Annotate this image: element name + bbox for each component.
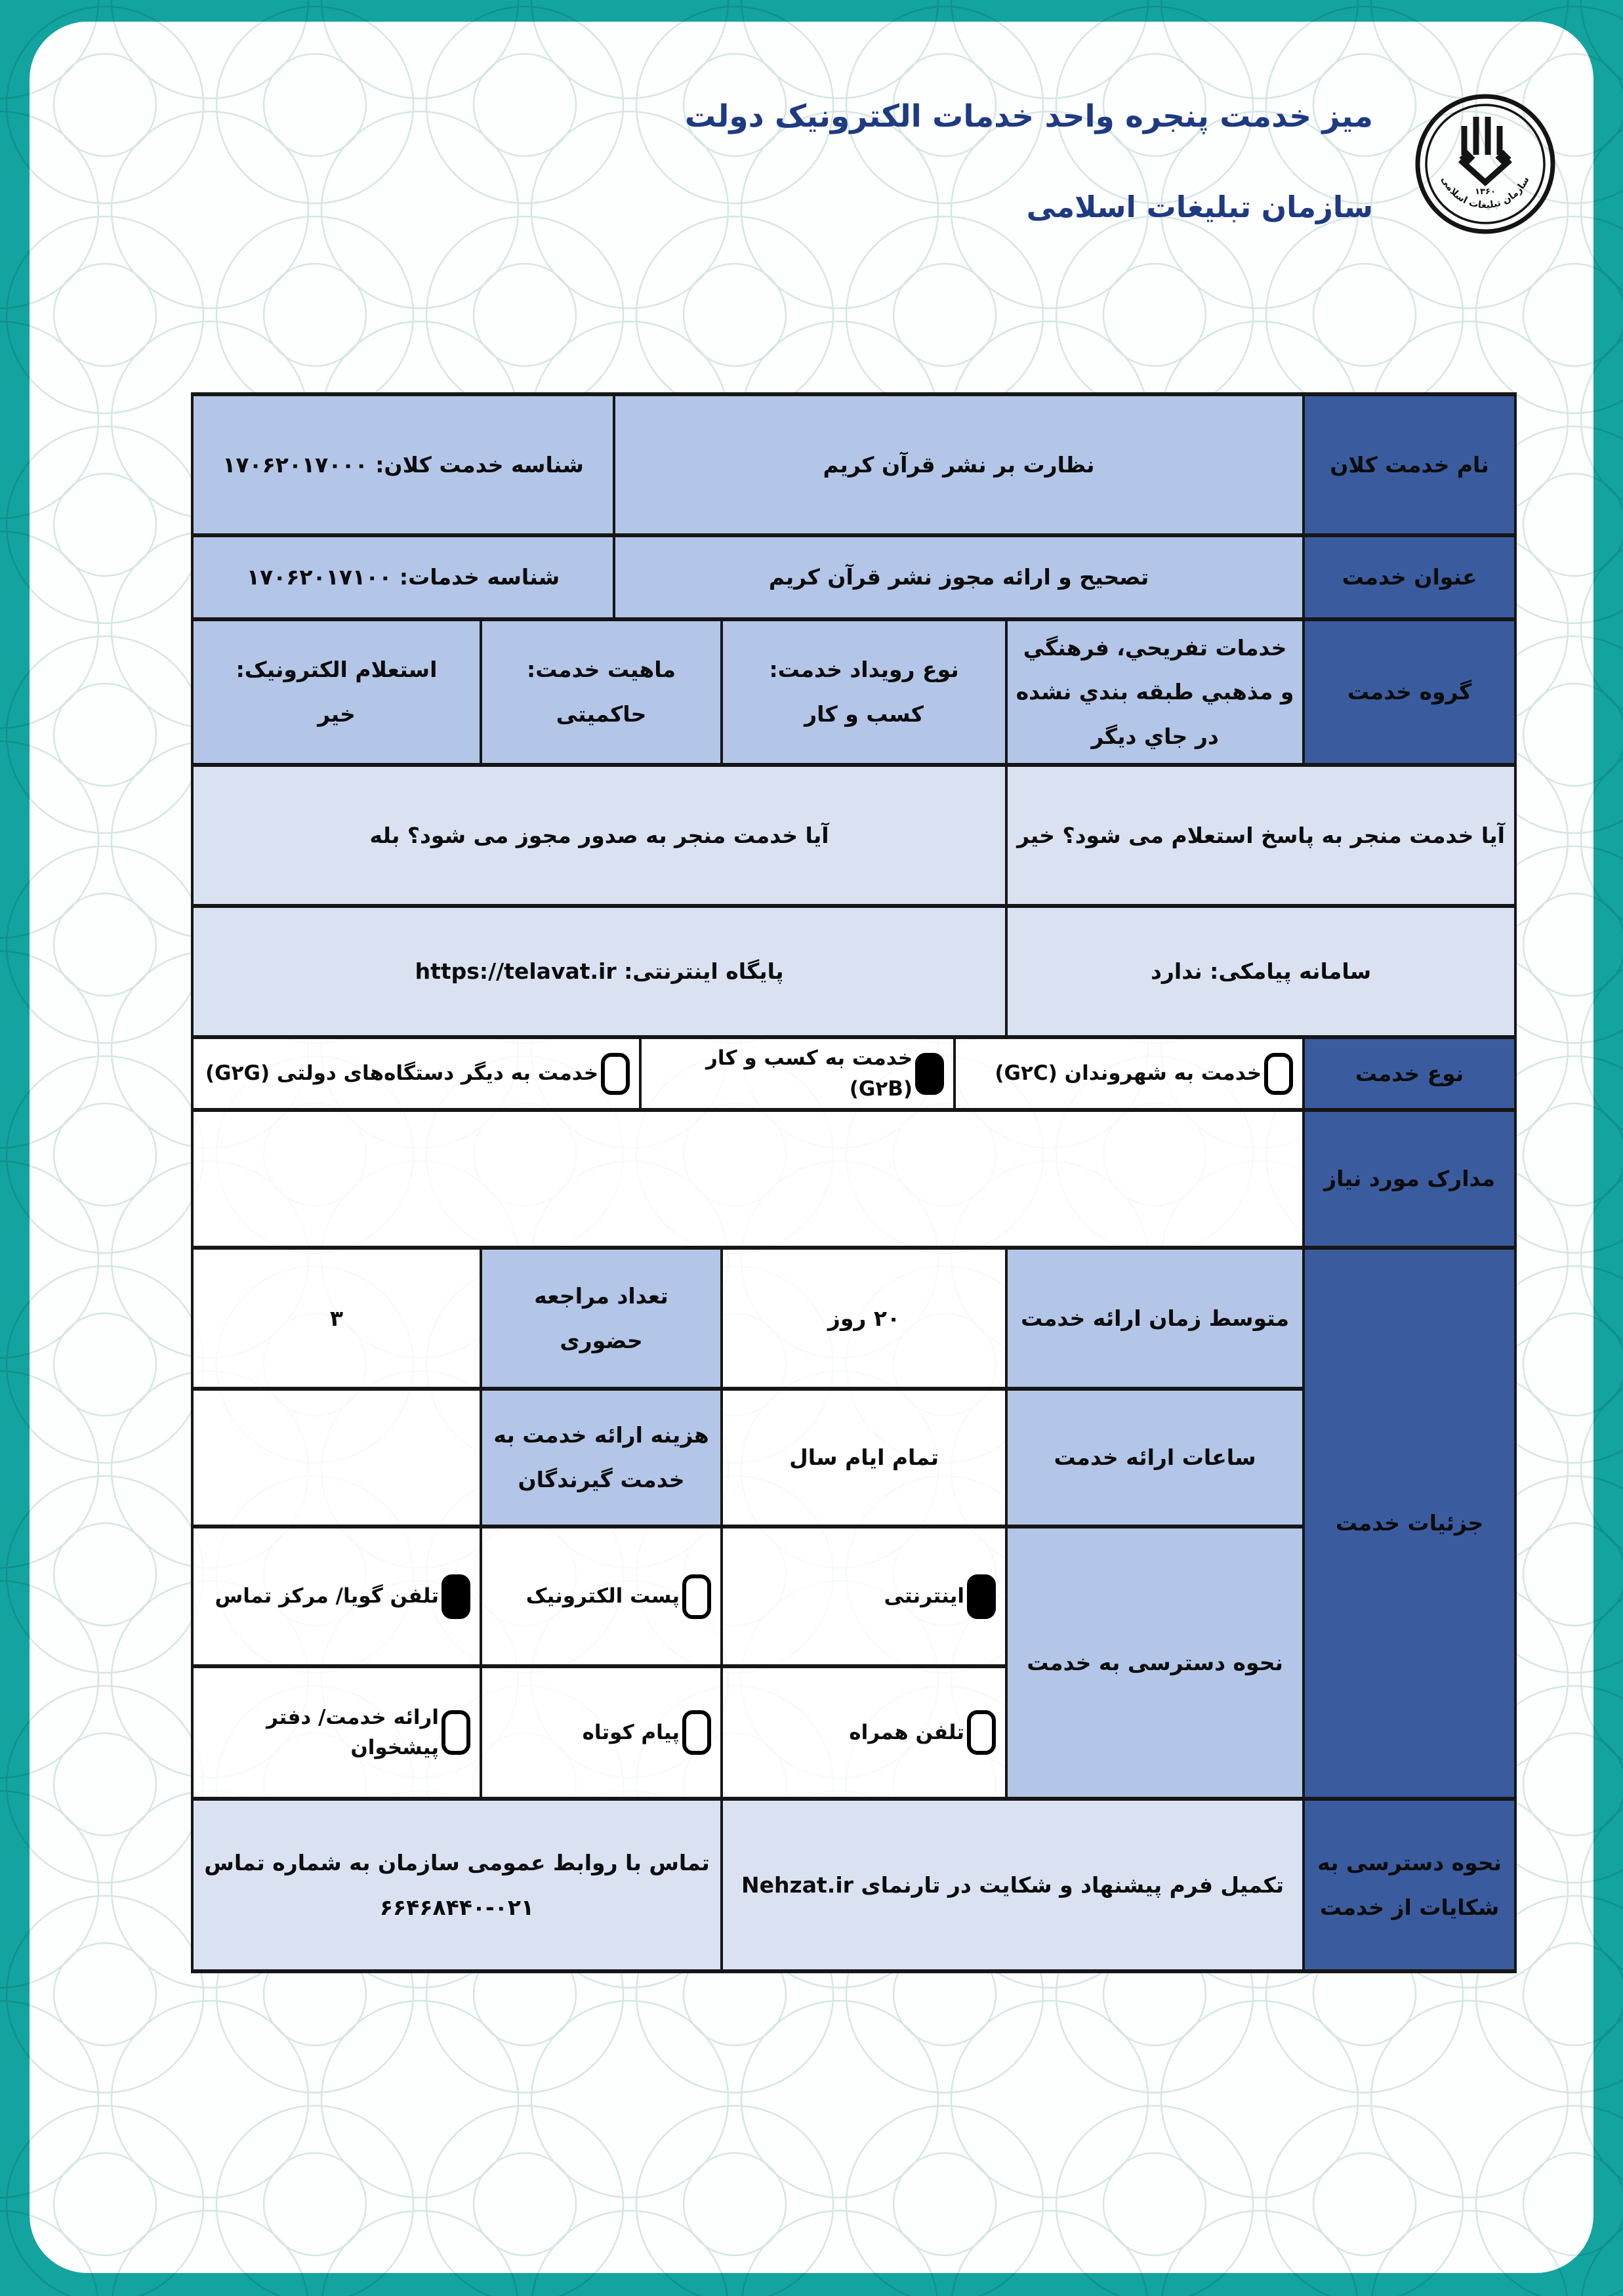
visits-value-cell: ۳ [192,1248,481,1389]
website-cell: پایگاه اینترنتی: https://telavat.ir [192,906,1006,1037]
logo-caption: سازمان تبلیغات اسلامی [1439,174,1532,211]
hours-value-cell: تمام ایام سال [722,1389,1006,1527]
table-row [192,535,1515,619]
access-email-cell [481,1527,722,1666]
email-label: پست الکترونیک [525,1584,680,1609]
event-type-cell [722,619,1006,765]
complaints-phone-number: ۶۶۴۶۸۴۴۰-۰۲۱ [379,1894,535,1920]
mobile-checkbox[interactable] [967,1710,996,1755]
service-type-g2g-cell [192,1037,640,1110]
access-internet-cell [722,1527,1006,1666]
g2b-checkbox[interactable] [915,1053,944,1095]
sms-label: پیام کوتاه [582,1720,680,1744]
g2c-checkbox[interactable] [1264,1053,1293,1095]
access-counter-cell [192,1666,481,1799]
macro-service-header-cell: نام خدمت کلان [1304,394,1515,535]
service-details-header-cell: جزئیات خدمت [1304,1248,1515,1799]
table-row [192,1799,1515,1971]
internet-label: اینترنتی [884,1584,965,1609]
event-type-value: کسب و کار [804,701,924,727]
service-table [191,392,1517,1973]
complaints-header-line1: نحوه دسترسی به [1317,1849,1502,1876]
service-type-g2c-cell [955,1037,1304,1110]
email-checkbox[interactable] [682,1574,711,1619]
table-row [192,394,1515,535]
service-type-header-cell: نوع خدمت [1304,1037,1515,1110]
complaints-header-line2: شکایات از خدمت [1319,1894,1500,1920]
required-documents-cell [192,1110,1304,1248]
g2g-label: خدمت به دیگر دستگاه‌های دولتی (G۲G) [205,1061,599,1086]
complaints-online-cell: تکمیل فرم پیشنهاد و شکایت در تارنمای Nehzat.ir [722,1799,1304,1971]
g2g-checkbox[interactable] [601,1053,630,1095]
mobile-label: تلفن همراه [849,1720,965,1744]
visits-label-cell: تعداد مراجعه حضوری [481,1248,722,1389]
logo-year: ۱۳۶۰ [1475,187,1496,197]
cost-label-cell: هزینه ارائه خدمت به خدمت گیرندگان [481,1389,722,1527]
service-nature-value: حاکمیتی [556,701,647,727]
service-type-g2b-cell [640,1037,955,1110]
internet-checkbox[interactable] [967,1574,996,1619]
counter-label: ارائه خدمت/ دفتر پیشخوان [266,1705,440,1759]
service-title-id-cell: شناسه خدمات: ۱۷۰۶۲۰۱۷۱۰۰ [192,535,614,619]
table-row [192,765,1515,906]
ivr-checkbox[interactable] [442,1574,470,1619]
service-nature-label: ماهیت خدمت: [527,657,676,683]
sms-system-cell: سامانه پیامکی: ندارد [1006,906,1515,1037]
table-row [192,1248,1515,1389]
page-title-line2: سازمان تبلیغات اسلامی [1026,190,1373,224]
complaints-phone-cell [192,1799,722,1971]
access-mobile-cell [722,1666,1006,1799]
inquiry-answer-cell: آیا خدمت منجر به پاسخ استعلام می شود؟ خیر [1006,765,1515,906]
hours-label-cell: ساعات ارائه خدمت [1006,1389,1304,1527]
table-row [192,619,1515,765]
counter-checkbox[interactable] [442,1710,470,1755]
service-title-name-cell: تصحیح و ارائه مجوز نشر قرآن کریم [614,535,1304,619]
event-type-label: نوع رویداد خدمت: [769,657,959,683]
table-row [192,1037,1515,1110]
page-title-line1: میز خدمت پنجره واحد خدمات الکترونیک دولت [684,98,1373,134]
page-title [685,98,1373,224]
macro-service-name-cell: نظارت بر نشر قرآن کریم [614,394,1304,535]
table-row [192,906,1515,1037]
table-row [192,1110,1515,1248]
g2c-label: خدمت به شهروندان (G۲C) [995,1061,1262,1086]
electronic-inquiry-value: خیر [318,701,356,727]
complaints-phone-text: تماس با روابط عمومی سازمان به شماره تماس [204,1849,710,1876]
service-title-header-cell: عنوان خدمت [1304,535,1515,619]
organization-logo [1413,92,1557,236]
allah-calligraphy-icon [1460,117,1510,182]
sms-checkbox[interactable] [682,1710,711,1755]
service-group-header-cell: گروه خدمت [1304,619,1515,765]
service-group-name-cell: خدمات تفريحي، فرهنگي و مذهبي طبقه بندي نشده در جاي ديگر [1006,619,1304,765]
access-method-label-cell: نحوه دسترسی به خدمت [1006,1527,1304,1799]
avg-time-value-cell: ۲۰ روز [722,1248,1006,1389]
ivr-label: تلفن گویا/ مرکز تماس [215,1584,440,1609]
g2b-label: خدمت به کسب و کار (G۲B) [706,1046,913,1101]
license-answer-cell: آیا خدمت منجر به صدور مجوز می شود؟ بله [192,765,1006,906]
complaints-header-cell [1304,1799,1515,1971]
macro-service-id-cell: شناسه خدمت کلان: ۱۷۰۶۲۰۱۷۰۰۰ [192,394,614,535]
electronic-inquiry-cell [192,619,481,765]
access-ivr-cell [192,1527,481,1666]
avg-time-label-cell: متوسط زمان ارائه خدمت [1006,1248,1304,1389]
service-nature-cell [481,619,722,765]
electronic-inquiry-label: استعلام الکترونیک: [236,657,438,683]
access-sms-cell [481,1666,722,1799]
required-documents-header-cell: مدارک مورد نیاز [1304,1110,1515,1248]
cost-value-cell [192,1389,481,1527]
